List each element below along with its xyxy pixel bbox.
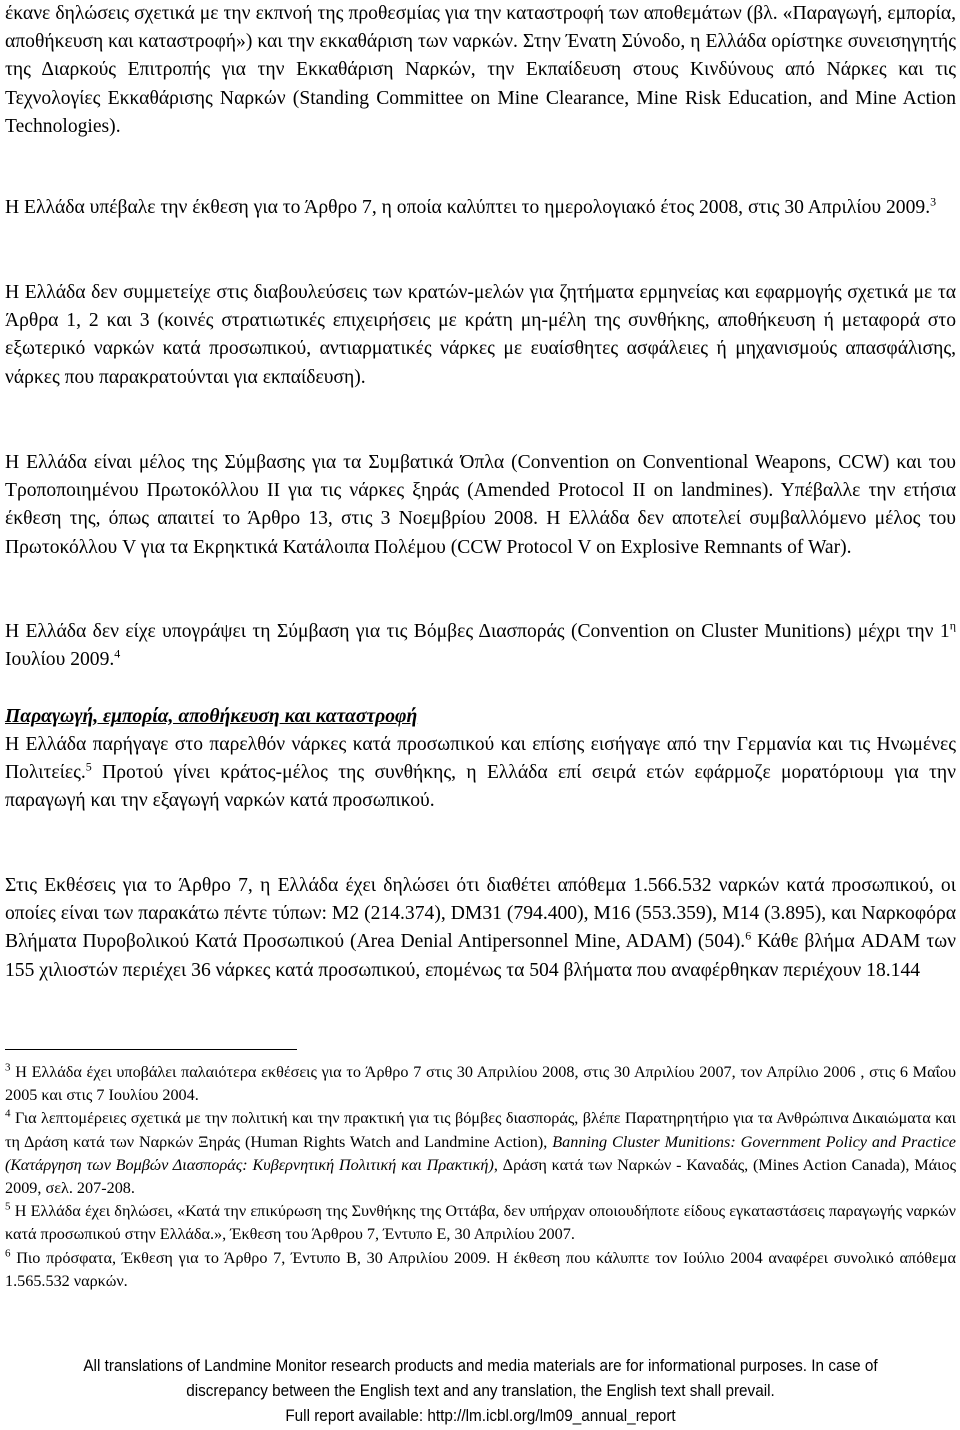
cluster-text-a: Η Ελλάδα δεν είχε υπογράψει τη Σύμβαση για τις Βόμβες Διασποράς (Convention on Cluster Munitions) μέχρι την 1 <box>5 621 950 642</box>
footer-line-1: All translations of Landmine Monitor research products and media materials are for informational purposes. In case of <box>83 1356 878 1375</box>
footnote-italic-title: Banning Cluster Munitions: Government Policy and Practice (Κατάργηση των Βομβών Διασποράς: Κυβερνητική Πολιτική και Πρακτική) <box>5 1132 956 1174</box>
paragraph-stockpile <box>5 872 956 985</box>
footnotes <box>5 1061 956 1293</box>
footnote-ref-6[interactable]: 6 <box>745 928 752 943</box>
section-heading-production <box>5 703 956 731</box>
page-footer <box>53 1353 909 1428</box>
stockpile-text-a: Στις Εκθέσεις για το Άρθρο 7, η Ελλάδα έχει δηλώσει ότι διαθέτει απόθεμα 1.566.532 ναρκών κατά προσωπικού, οι οποίες είναι των παρακάτω πέντε τύπων: M2 (214.374), DM31 (794.400), M16 (553.359), M14 (3.895), και Ναρκοφόρα Βλήματα Πυροβολικού Κατά Προσωπικού (Area Denial Antipersonnel Mine, ADAM) (504). <box>5 875 956 953</box>
footnote-number: 3 <box>5 1061 11 1074</box>
paragraph-intro <box>5 0 956 141</box>
stockpile-text-b: Κάθε βλήμα ADAM των 155 χιλιοστών περιέχει 36 νάρκες κατά προσωπικού, επομένως τα 504 βλήματα που αναφέρθηκαν περιέχουν 18.144 <box>5 931 956 981</box>
cluster-text-b: Ιουλίου 2009. <box>5 649 115 671</box>
footer-line-2: discrepancy between the English text and any translation, the English text shall prevail. <box>186 1381 775 1400</box>
footnote-text: Πιο πρόσφατα, Έκθεση για το Άρθρο 7, Έντυπο Β, 30 Απριλίου 2009. Η έκθεση που κάλυπτε τον Ιούλιο 2004 αναφέρει συνολικό απόθεμα 1.565.532 ναρκών. <box>5 1248 957 1290</box>
footnote-text: Η Ελλάδα έχει δηλώσει, «Κατά την επικύρωση της Συνθήκης της Οττάβα, δεν υπήρχαν οποιουδήποτε είδους εγκαταστάσεις παραγωγής ναρκών κατά προσωπικού στην Ελλάδα.», Έκθεση του Άρθρου 7, Έντυπο Ε, 30 Απριλίου 2007. <box>5 1202 956 1244</box>
ordinal-suffix: η <box>949 618 956 633</box>
production-text-b: Προτού γίνει κράτος-μέλος της συνθήκης, η Ελλάδα επί σειρά ετών εφάρμοζε μορατόριουμ για την παραγωγή και την εξαγωγή ναρκών κατά προσωπικού. <box>5 762 956 812</box>
paragraph-article7 <box>5 194 956 222</box>
footnote-ref-4[interactable]: 4 <box>114 646 121 661</box>
footnote-4 <box>5 1107 956 1200</box>
paragraph-consultations <box>5 279 956 392</box>
footnote-ref-5[interactable]: 5 <box>85 759 92 774</box>
paragraph-ccw <box>5 449 956 562</box>
footnote-divider <box>5 1049 297 1050</box>
article7-text: Η Ελλάδα υπέβαλε την έκθεση για το Άρθρο 7, η οποία καλύπτει το ημερολογιακό έτος 2008, στις 30 Απριλίου 2009. <box>5 197 931 218</box>
footnote-text-a: Για λεπτομέρειες σχετικά με την πολιτική και την πρακτική για τις βόμβες διασποράς, βλέπε Παρατηρητήριο για τα Ανθρώπινα Δικαιώματα και τη Δράση κατά των Ναρκών Ξηράς (Human Rights Watch and Landmine Action), <box>5 1109 956 1151</box>
consultations-text: Η Ελλάδα δεν συμμετείχε στις διαβουλεύσεις των κρατών-μελών για ζητήματα ερμηνείας και εφαρμογής σχετικά με τα Άρθρα 1, 2 και 3 (κοινές στρατιωτικές επιχειρήσεις με κράτη μη-μέλη της συνθήκης, αποθήκευση ή μεταφορά στο εξωτερικό ναρκών κατά προσωπικού, αντιαρματικές νάρκες με ευαίσθητες ασφάλειες ή μηχανισμούς απασφάλισης, νάρκες που παρακρατούνται για εκπαίδευση). <box>5 282 956 388</box>
footnote-text-b: , Δράση κατά των Ναρκών - Καναδάς, (Mines Action Canada), Μάιος 2009, σελ. 207-208. <box>5 1155 956 1198</box>
footnote-text: Η Ελλάδα έχει υποβάλει παλαιότερα εκθέσεις για το Άρθρο 7 στις 30 Απριλίου 2008, στις 30 Απριλίου 2007, τον Απρίλιο 2006 , στις 6 Μαΐου 2005 και στις 7 Ιουλίου 2004. <box>5 1063 957 1105</box>
production-heading: Παραγωγή, εμπορία, αποθήκευση και καταστροφή <box>5 706 418 727</box>
production-text-a: Η Ελλάδα παρήγαγε στο παρελθόν νάρκες κατά προσωπικού και επίσης εισήγαγε από την Γερμανία και τις Ηνωμένες Πολιτείες. <box>5 734 956 784</box>
footnote-number: 5 <box>5 1200 11 1213</box>
footnote-3 <box>5 1061 956 1107</box>
paragraph-cluster <box>5 618 956 674</box>
paragraph-production <box>5 731 956 816</box>
ccw-text: Η Ελλάδα είναι μέλος της Σύμβασης για τα Συμβατικά Όπλα (Convention on Conventional Weapons, CCW) και του Τροποποιημένου Πρωτοκόλλου II για τις νάρκες ξηράς (Amended Protocol II on landmines). Υπέβαλλε την ετήσια έκθεση της, όπως απαιτεί το Άρθρο 13, στις 3 Νοεμβρίου 2008. Η Ελλάδα δεν αποτελεί συμβαλλόμενο μέλος του Πρωτοκόλλου V για τα Εκρηκτικά Κατάλοιπα Πολέμου (CCW Protocol V on Explosive Remnants of War). <box>5 452 956 558</box>
footnote-number: 4 <box>5 1108 11 1121</box>
footer-link[interactable]: Full report available: http://lm.icbl.org/lm09_annual_report <box>285 1406 676 1425</box>
footnote-number: 6 <box>5 1247 11 1260</box>
intro-text: έκανε δηλώσεις σχετικά με την εκπνοή της προθεσμίας για την καταστροφή των αποθεμάτων (βλ. «Παραγωγή, εμπορία, αποθήκευση και καταστροφή») και την εκκαθάριση των ναρκών. Στην Ένατη Σύνοδο, η Ελλάδα ορίστηκε συνεισηγητής της Διαρκούς Επιτροπής για την Εκκαθάριση Ναρκών, την Εκπαίδευση στους Κινδύνους από Νάρκες και τις Τεχνολογίες Εκκαθάρισης Ναρκών (Standing Committee on Mine Clearance, Mine Risk Education, and Mine Action Technologies). <box>5 3 956 137</box>
footnote-5 <box>5 1200 956 1246</box>
footnote-6 <box>5 1247 956 1293</box>
footnote-ref-3[interactable]: 3 <box>930 194 937 209</box>
